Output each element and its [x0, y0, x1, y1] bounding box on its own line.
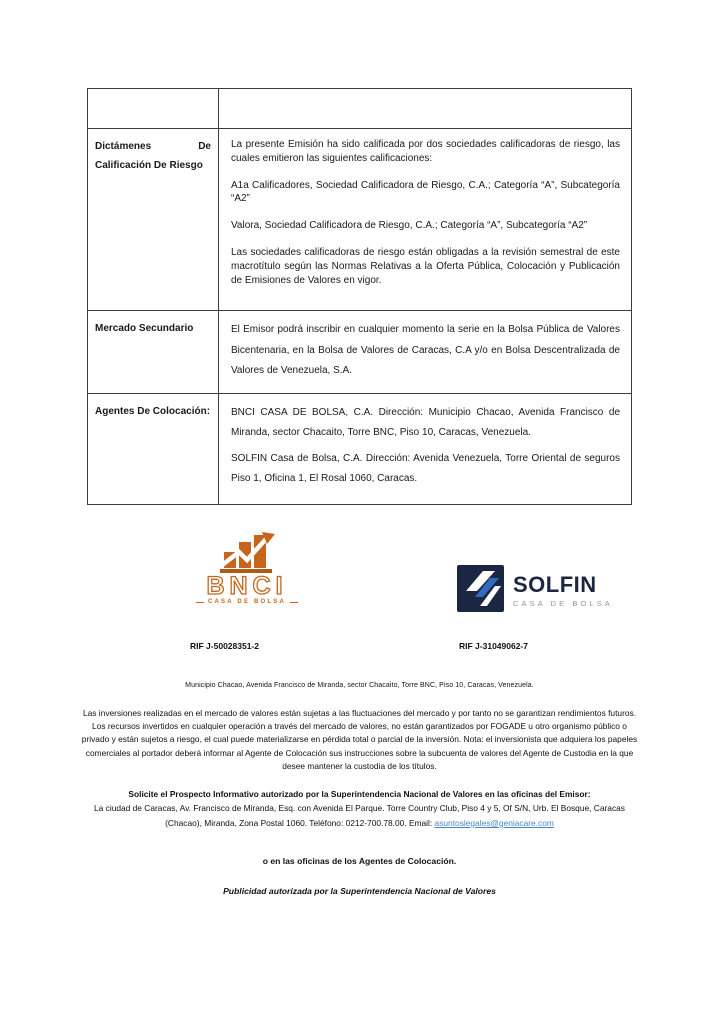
table-row-empty [88, 89, 632, 129]
empty-body-cell [219, 89, 632, 129]
revision-semestral-paragraph: Las sociedades calificadoras de riesgo están obligadas a la revisión semestral de este macrotítulo según las Normas Relativas a la Oferta Pública, Colocación y Publicación de Emisiones de Valores en vigor. [231, 246, 620, 286]
row-body-mercado-secundario [219, 311, 632, 394]
row-label-line1 [95, 138, 211, 157]
prospecto-heading: Solicite el Prospecto Informativo autorizado por la Superintendencia Nacional de Valores en las oficinas del Emisor: [128, 789, 591, 799]
bnci-wordmark-text: BNCI [206, 573, 288, 598]
solfin-rif-number: RIF J-31049062-7 [459, 641, 528, 651]
a1a-calificadores-paragraph: A1a Calificadores, Sociedad Calificadora de Riesgo, C.A.; Categoría “A”, Subcategoría “A2” [231, 179, 620, 205]
row-label-line2: Calificación De Riesgo [95, 159, 203, 171]
email-link[interactable]: asuntoslegales@geniacare.com [434, 817, 554, 828]
label-word: Dictámenes [95, 141, 152, 152]
bnci-logo [196, 531, 298, 605]
solfin-wordmark: SOLFIN [513, 571, 597, 597]
empty-label-cell [88, 89, 219, 129]
solfin-subtitle: CASA DE BOLSA [513, 598, 613, 608]
solfin-address-paragraph: SOLFIN Casa de Bolsa, C.A. Dirección: Avenida Venezuela, Torre Oriental de seguros Piso 1, Oficina 1, El Rosal 1060, Caracas. [231, 453, 620, 484]
row-label-agentes-colocacion [88, 394, 219, 505]
bnci-subtitle-row [196, 599, 298, 605]
agents-offices-line: o en las oficinas de los Agentes de Colocación. [262, 856, 457, 866]
solfin-text-block [513, 570, 613, 608]
calificacion-intro-paragraph: La presente Emisión ha sido calificada por dos sociedades calificadoras de riesgo, las cuales emitieron las siguientes calificaciones: [231, 139, 620, 164]
bnci-subtitle: CASA DE BOLSA [207, 599, 287, 605]
bnci-rif-number: RIF J-50028351-2 [190, 641, 259, 651]
footer-address-line: Municipio Chacao, Avenida Francisco de Miranda, sector Chacaito, Torre BNC, Piso 10, Caracas, Venezuela. [185, 682, 534, 689]
table-row-dictamenes [88, 129, 632, 311]
document-table [87, 88, 632, 505]
row-label-mercado-secundario [88, 311, 219, 394]
row-label-text: Agentes De Colocación: [95, 406, 211, 417]
bnci-wordmark [196, 573, 298, 598]
publicity-authorization-line: Publicidad autorizada por la Superintendencia Nacional de Valores [223, 886, 496, 896]
row-body-dictamenes [219, 129, 632, 311]
solfin-s-monogram-icon [457, 565, 504, 612]
left-rule [196, 602, 204, 603]
label-word: De [198, 141, 211, 152]
row-body-agentes-colocacion [219, 394, 632, 505]
issuer-address-text: La ciudad de Caracas, Av. Francisco de Miranda, Esq. con Avenida El Parque. Torre Country Club, Piso 4 y 5, Of S/N, Urb. El Bosque, Caracas (Chacao), Miranda, Zona Postal 1060. Teléfono: 0212-700.78.00. Email: [94, 803, 625, 828]
right-rule [290, 602, 298, 603]
row-label-dictamenes [88, 129, 219, 311]
valora-paragraph: Valora, Sociedad Calificadora de Riesgo, C.A.; Categoría “A”, Subcategoría “A2” [231, 220, 588, 232]
risk-disclaimer-paragraph: Las inversiones realizadas en el mercado de valores están sujetas a las fluctuaciones del mercado y por tanto no se garantizan rendimientos futuros. Los recursos invertidos en cualquier operación a través del mercado de valores, no están garantizados por FOGADE u otro organismo público o privado y están sujetos a riesgo, el cual puede materializarse en pérdida total o parcial de la inversión. Nota: el inversionista que adquiera los papeles comerciales al portador deberá informar al Agente de Colocación sus instrucciones sobre la subcuenta de valores del Agente de Custodia en la que desee mantener la custodia de los títulos. [81, 708, 638, 771]
table-row-agentes-colocacion [88, 394, 632, 505]
bar-chart-growth-arrow-icon [217, 531, 277, 575]
table-row-mercado-secundario [88, 311, 632, 394]
prospecto-notice-block [79, 787, 640, 830]
bnci-address-paragraph: BNCI CASA DE BOLSA, C.A. Dirección: Municipio Chacao, Avenida Francisco de Miranda, sector Chacaito, Torre BNC, Piso 10, Caracas, Venezuela. [231, 407, 620, 438]
solfin-logo [457, 565, 613, 612]
row-label-text: Mercado Secundario [95, 323, 194, 334]
mercado-secundario-paragraph: El Emisor podrá inscribir en cualquier momento la serie en la Bolsa Pública de Valores Bicentenaria, en la Bolsa de Valores de Caracas, C.A y/o en Bolsa Descentralizada de Valores de Venezuela, S.A. [231, 324, 620, 376]
